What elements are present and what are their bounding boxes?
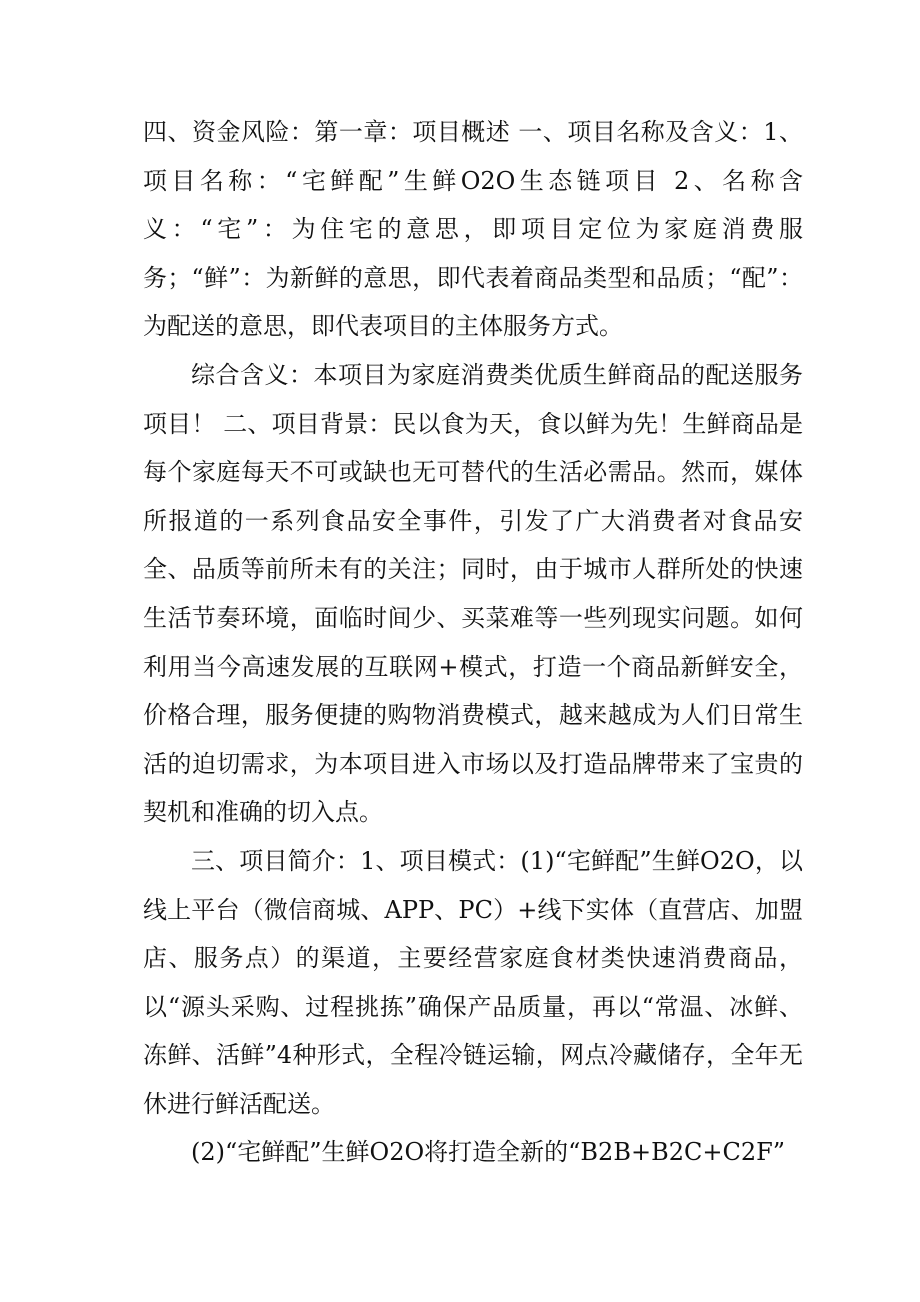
document-body: [143, 108, 803, 1177]
paragraph-3: 三、项目简介：1、项目模式：(1)“宅鲜配”生鲜O2O，以线上平台（微信商城、APP、PC）+线下实体（直营店、加盟店、服务点）的渠道，主要经营家庭食材类快速消费商品，以“源头采购、过程挑拣”确保产品质量，再以“常温、冰鲜、冻鲜、活鲜”4种形式，全程冷链运输，网点冷藏储存，全年无休进行鲜活配送。: [143, 846, 803, 1118]
paragraph-2: 综合含义：本项目为家庭消费类优质生鲜商品的配送服务项目！ 二、项目背景：民以食为天，食以鲜为先！生鲜商品是每个家庭每天不可或缺也无可替代的生活必需品。然而，媒体所报道的一系列食品安全事件，引发了广大消费者对食品安全、品质等前所未有的关注；同时，由于城市人群所处的快速生活节奏环境，面临时间少、买菜难等一些列现实问题。如何利用当今高速发展的互联网+模式，打造一个商品新鲜安全，价格合理，服务便捷的购物消费模式，越来越成为人们日常生活的迫切需求，为本项目进入市场以及打造品牌带来了宝贵的契机和准确的切入点。: [143, 360, 803, 827]
paragraph-4: (2)“宅鲜配”生鲜O2O将打造全新的“B2B+B2C+C2F”: [191, 1138, 786, 1167]
paragraph-1: 四、资金风险：第一章：项目概述 一、项目名称及含义：1、项目名称：“宅鲜配”生鲜O2O生态链项目 2、名称含义：“宅”：为住宅的意思，即项目定位为家庭消费服务；“鲜”：为新鲜的意思，即代表着商品类型和品质；“配”：为配送的意思，即代表项目的主体服务方式。: [143, 118, 803, 341]
